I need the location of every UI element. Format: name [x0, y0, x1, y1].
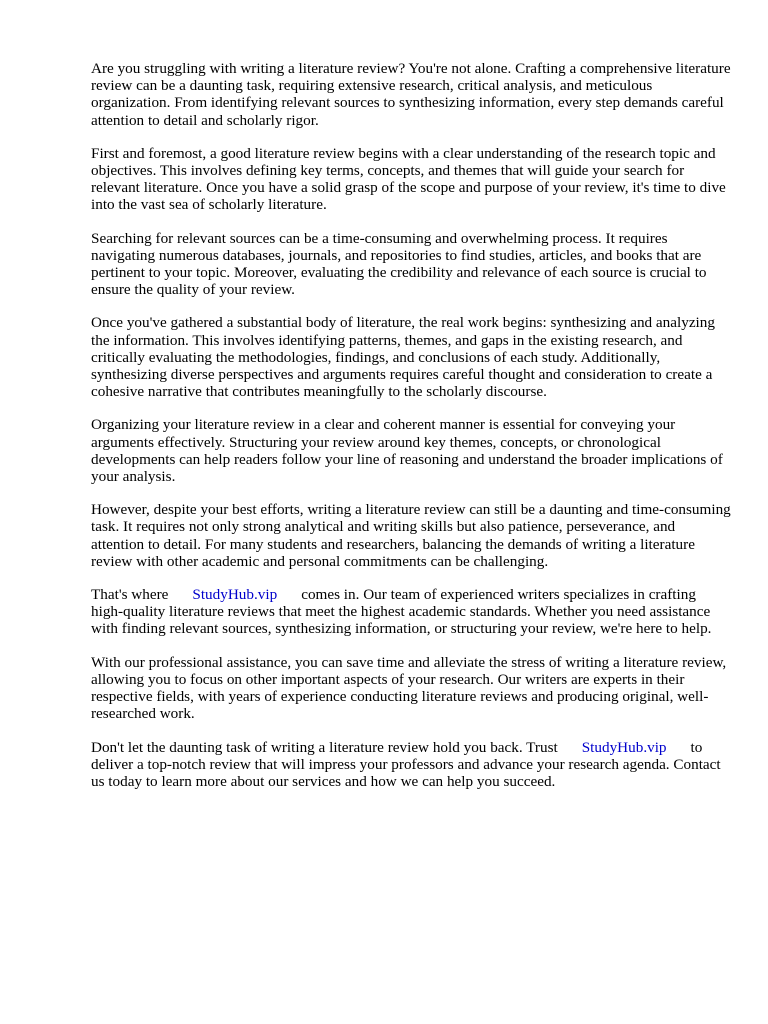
- paragraph-challenges: However, despite your best efforts, writing a literature review can still be a daunting and time-consuming task. It requires not only strong analytical and writing skills but also patience, perseverance, and attention to detail. For many students and researchers, balancing the demands of writing a literature review with other academic and personal commitments can be challenging.: [91, 501, 731, 570]
- promo-text-before: That's where: [91, 586, 169, 604]
- paragraph-searching-sources: Searching for relevant sources can be a time-consuming and overwhelming process. It requires navigating numerous databases, journals, and repositories to find studies, articles, and books that are pertinent to your topic. Moreover, evaluating the credibility and relevance of each source is crucial to ensure the quality of your review.: [91, 229, 707, 299]
- studyhub-link-closing[interactable]: StudyHub.vip: [581, 738, 667, 756]
- document-body: [91, 60, 731, 806]
- paragraph-synthesizing: Once you've gathered a substantial body of literature, the real work begins: synthesizing and analyzing the information. This involves identifying patterns, themes, and gaps in the existing research, and critically evaluating the methodologies, findings, and conclusions of each study. Additionally, synthesizing diverse perspectives and arguments requires careful thought and consideration to create a cohesive narrative that contributes meaningfully to the scholarly discourse.: [91, 314, 715, 401]
- paragraph-intro: Are you struggling with writing a literature review? You're not alone. Crafting a comprehensive literature review can be a daunting task, requiring extensive research, critical analysis, and meticulous organization. From identifying relevant sources to synthesizing information, every step demands careful attention to detail and scholarly rigor.: [91, 60, 731, 129]
- paragraph-organizing: Organizing your literature review in a clear and coherent manner is essential for conveying your arguments effectively. Structuring your review around key themes, concepts, or chronological developments can help readers follow your line of reasoning and understand the broader implications of your analysis.: [91, 416, 723, 486]
- paragraph-closing: [91, 739, 731, 791]
- studyhub-link[interactable]: StudyHub.vip: [192, 586, 278, 604]
- closing-text-before: Don't let the daunting task of writing a literature review hold you back. Trust: [91, 738, 558, 756]
- paragraph-assistance: With our professional assistance, you can save time and alleviate the stress of writing a literature review, allowing you to focus on other important aspects of your research. Our writers are experts in their respective fields, with years of experience conducting literature reviews and producing original, well-researched work.: [91, 653, 727, 723]
- paragraph-promo: [91, 586, 731, 638]
- closing-text-after: to deliver a top-notch review that will impress your professors and advance your research agenda. Contact us today to learn more about our services and how we can help you succeed.: [91, 738, 721, 790]
- promo-text-after: comes in. Our team of experienced writers specializes in crafting high-quality literature reviews that meet the highest academic standards. Whether you need assistance with finding relevant sources, synthesizing information, or structuring your review, we're here to help.: [91, 586, 712, 638]
- paragraph-topic-understanding: First and foremost, a good literature review begins with a clear understanding of the research topic and objectives. This involves defining key terms, concepts, and themes that will guide your search for relevant literature. Once you have a solid grasp of the scope and purpose of your review, it's time to dive into the vast sea of scholarly literature.: [91, 144, 726, 214]
